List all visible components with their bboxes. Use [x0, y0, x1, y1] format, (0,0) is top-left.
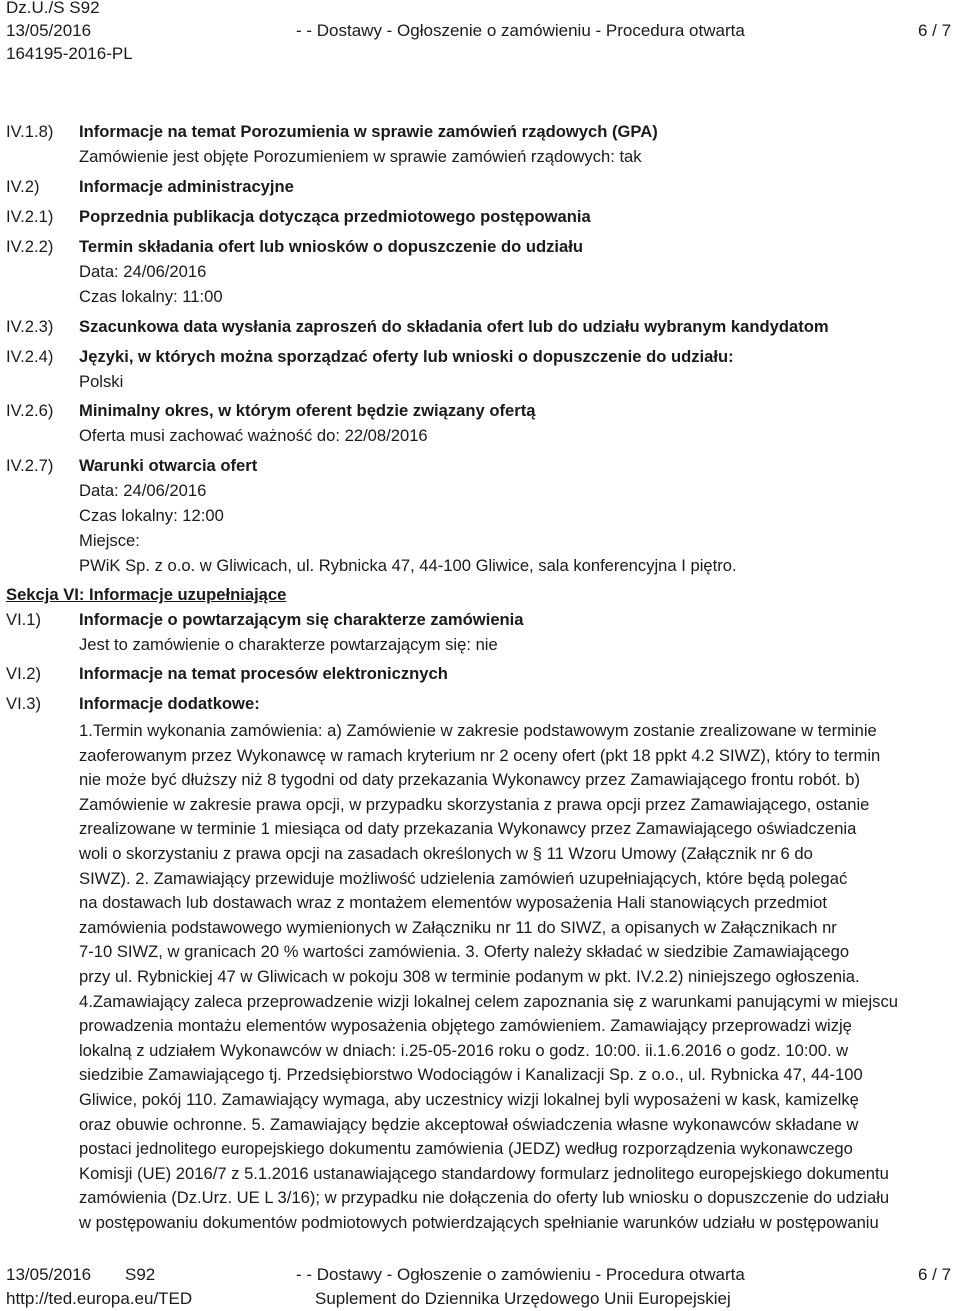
section-number: IV.2.6)	[6, 401, 54, 420]
footer-supplement: Suplement do Dziennika Urzędowego Unii Europejskiej	[315, 1289, 731, 1308]
paragraph-line: na dostawach lub dostawach wraz z montażem elementów wyposażenia Hali stanowiących przedmiot	[79, 893, 828, 913]
section-line: Polski	[79, 372, 124, 391]
paragraph-line: zrealizowane w terminie 1 miesiąca od daty przekazania Wykonawcy przez Zamawiającego oświadczenia	[79, 819, 857, 839]
paragraph-line: 4.Zamawiający zaleca przeprowadzenie wizji lokalnej celem zapoznania się z warunkami panującymi w miejscu	[79, 991, 898, 1011]
section-line: Data: 24/06/2016	[79, 481, 207, 500]
header-title: - - Dostawy - Ogłoszenie o zamówieniu - Procedura otwarta	[296, 21, 745, 40]
header-journal: Dz.U./S S92	[6, 0, 100, 17]
section-title: Warunki otwarcia ofert	[79, 456, 258, 475]
header-page-number: 6 / 7	[918, 21, 952, 40]
section-number: IV.2.4)	[6, 347, 54, 366]
section-title: Informacje na temat Porozumienia w sprawie zamówień rządowych (GPA)	[79, 122, 658, 141]
paragraph-line: zaoferowanym przez Wykonawcę w ramach kryterium nr 2 oceny ofert (pkt 18 ppkt 4.2 SIWZ), który to termin	[79, 745, 881, 765]
footer-page-number: 6 / 7	[918, 1265, 952, 1284]
section-line: PWiK Sp. z o.o. w Gliwicach, ul. Rybnicka 47, 44-100 Gliwice, sala konferencyjna I piętro.	[79, 556, 737, 575]
paragraph-line: siedzibie Zamawiającego tj. Przedsiębiorstwo Wodociągów i Kanalizacji Sp. z o.o., ul. Rybnicka 47, 44-100	[79, 1065, 863, 1085]
section-title: Informacje dodatkowe:	[79, 694, 260, 713]
section-title: Języki, w których można sporządzać oferty lub wnioski o dopuszczenie do udziału:	[79, 347, 734, 366]
section-title: Minimalny okres, w którym oferent będzie związany ofertą	[79, 401, 536, 420]
paragraph-line: 7-10 SIWZ, w granicach 20 % wartości zamówienia. 3. Oferty należy składać w siedzibie Zamawiającego	[79, 942, 850, 962]
paragraph-line: Gliwice, pokój 110. Zamawiający wymaga, aby uczestnicy wizji lokalnej byli wyposażeni w kask, kamizelkę	[79, 1089, 859, 1109]
section-number: IV.2.7)	[6, 456, 54, 475]
section-vi-heading: Sekcja VI: Informacje uzupełniające	[6, 585, 287, 604]
additional-info-paragraph	[79, 719, 939, 1235]
section-title: Poprzednia publikacja dotycząca przedmiotowego postępowania	[79, 207, 591, 226]
section-number: VI.1)	[6, 610, 42, 629]
section-text: Zamówienie jest objęte Porozumieniem w sprawie zamówień rządowych: tak	[79, 147, 642, 166]
header-date: 13/05/2016	[6, 21, 92, 40]
footer-date: 13/05/2016	[6, 1265, 92, 1284]
footer-series: S92	[125, 1265, 156, 1284]
paragraph-line: 1.Termin wykonania zamówienia: a) Zamówienie w zakresie podstawowym zostanie zrealizowane w terminie	[79, 721, 877, 740]
paragraph-line: prowadzenia montażu elementów wyposażenia objętego zamówieniem. Zamawiający przeprowadzi wizję	[79, 1016, 852, 1036]
paragraph-line: zamówienia podstawowego wymienionych w Załączniku nr 11 do SIWZ, a opisanych w Załącznikach nr	[79, 917, 837, 937]
section-number: IV.1.8)	[6, 122, 54, 141]
section-title: Termin składania ofert lub wniosków o dopuszczenie do udziału	[79, 237, 584, 256]
paragraph-line: SIWZ). 2. Zamawiający przewiduje możliwość udzielenia zamówień uzupełniających, które będą polegać	[79, 868, 848, 888]
section-number: IV.2.3)	[6, 317, 54, 336]
section-title: Informacje na temat procesów elektronicznych	[79, 664, 448, 683]
section-number: VI.2)	[6, 664, 42, 683]
section-number: IV.2)	[6, 177, 40, 196]
section-title: Informacje administracyjne	[79, 177, 294, 196]
paragraph-line: lokalną z udziałem Wykonawców w dniach: i.25-05-2016 roku o godz. 10:00. ii.1.6.2016 o godz. 10:00. w	[79, 1040, 849, 1060]
section-number: IV.2.2)	[6, 237, 54, 256]
section-line: Miejsce:	[79, 531, 140, 550]
section-number: IV.2.1)	[6, 207, 54, 226]
paragraph-line: postaci jednolitego europejskiego dokumentu zamówienia (JEDZ) według rozporządzenia wykonawczego	[79, 1139, 853, 1159]
paragraph-line: w postępowaniu dokumentów podmiotowych potwierdzających spełnianie warunków udziału w postępowaniu	[79, 1212, 879, 1232]
section-line: Czas lokalny: 11:00	[79, 287, 223, 306]
section-line: Czas lokalny: 12:00	[79, 506, 224, 525]
header-reference: 164195-2016-PL	[6, 44, 133, 63]
section-text: Jest to zamówienie o charakterze powtarzającym się: nie	[79, 635, 498, 654]
paragraph-line: Zamówienie w zakresie prawa opcji, w przypadku skorzystania z prawa opcji przez Zamawiającego, ostanie	[79, 794, 870, 814]
footer-url[interactable]: http://ted.europa.eu/TED	[6, 1289, 193, 1308]
paragraph-line: woli o skorzystaniu z prawa opcji na zasadach określonych w § 11 Wzoru Umowy (Załącznik nr 6 do	[79, 843, 813, 863]
section-number: VI.3)	[6, 694, 42, 713]
paragraph-line: przy ul. Rybnickiej 47 w Gliwicach w pokoju 308 w terminie podanym w pkt. IV.2.2) niniejszego ogłoszenia.	[79, 966, 860, 986]
footer-title: - - Dostawy - Ogłoszenie o zamówieniu - Procedura otwarta	[296, 1265, 745, 1284]
section-title: Szacunkowa data wysłania zaproszeń do składania ofert lub do udziału wybranym kandydatom	[79, 317, 829, 336]
section-line: Oferta musi zachować ważność do: 22/08/2016	[79, 426, 428, 445]
paragraph-line: nie może być dłuższy niż 8 tygodni od daty przekazania Wykonawcy przez Zamawiającego frontu robót. b)	[79, 770, 861, 790]
paragraph-line: Komisji (UE) 2016/7 z 5.1.2016 ustanawiającego standardowy formularz jednolitego europejskiego dokumentu	[79, 1163, 889, 1183]
section-title: Informacje o powtarzającym się charakterze zamówienia	[79, 610, 524, 629]
paragraph-line: zamówienia (Dz.Urz. UE L 3/16); w przypadku nie dołączenia do oferty lub wniosku o dopuszczenie do udziału	[79, 1188, 890, 1208]
paragraph-line: oraz obuwie ochronne. 5. Zamawiający będzie akceptował oświadczenia własne wykonawców składane w	[79, 1114, 859, 1134]
section-line: Data: 24/06/2016	[79, 262, 207, 281]
